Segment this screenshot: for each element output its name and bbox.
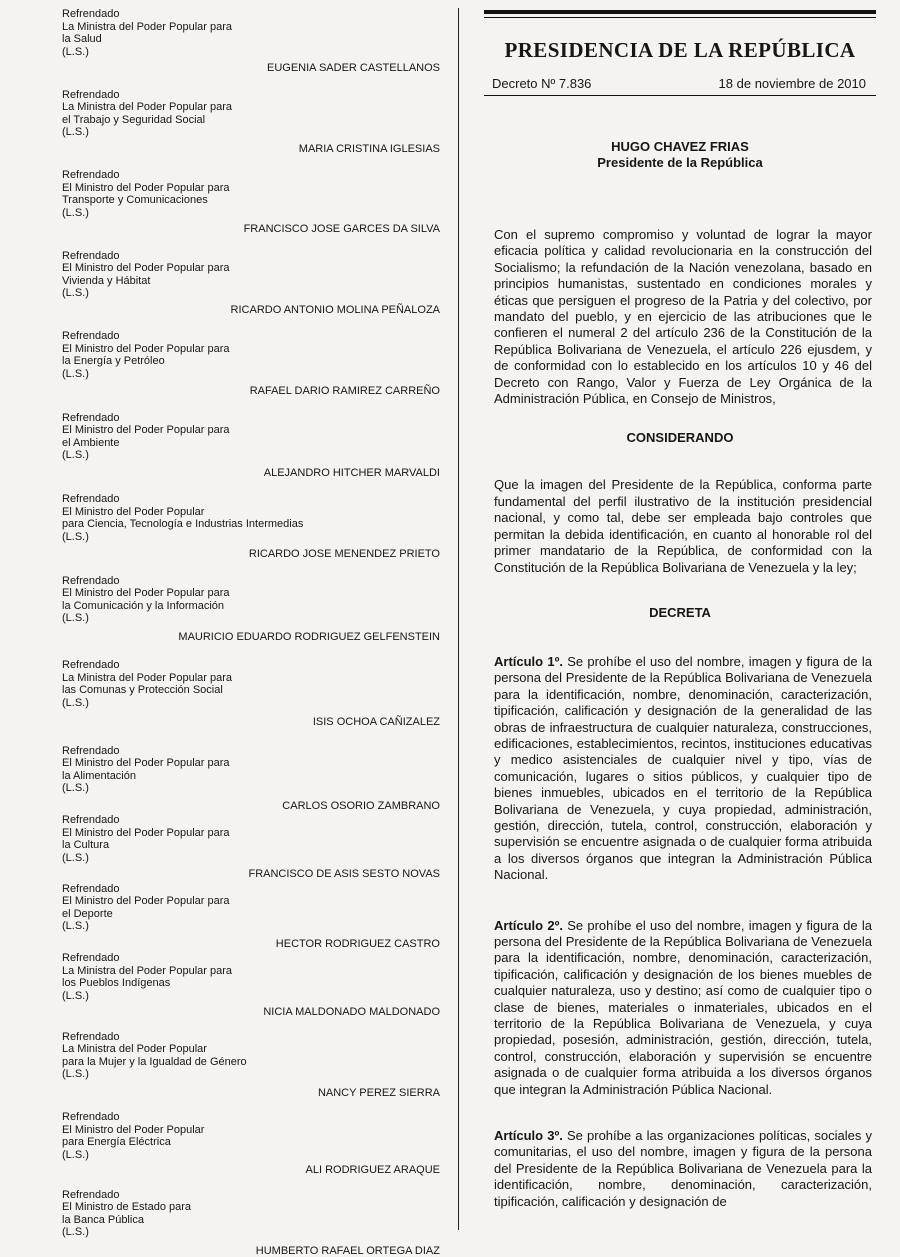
- article-1: [494, 654, 872, 884]
- signatory-name: HUMBERTO RAFAEL ORTEGA DIAZ: [62, 1245, 440, 1257]
- ministry-line: el Trabajo y Seguridad Social: [62, 114, 440, 127]
- signatory-name: RICARDO ANTONIO MOLINA PEÑALOZA: [62, 304, 440, 317]
- countersignature-entry: [62, 1189, 440, 1257]
- seal-label: (L.S.): [62, 612, 440, 625]
- refrendado-label: Refrendado: [62, 883, 440, 896]
- countersignature-lines: [62, 89, 440, 139]
- countersignature-entry: [62, 330, 440, 398]
- countersignature-lines: [62, 1031, 440, 1081]
- refrendado-label: Refrendado: [62, 169, 440, 182]
- refrendado-label: Refrendado: [62, 1111, 440, 1124]
- countersignature-entry: [62, 412, 440, 480]
- refrendado-label: Refrendado: [62, 412, 440, 425]
- decree-date: 18 de noviembre de 2010: [719, 76, 866, 91]
- ministry-line: El Ministro del Poder Popular para: [62, 757, 440, 770]
- signatory-name: NANCY PEREZ SIERRA: [62, 1087, 440, 1100]
- president-title: Presidente de la República: [484, 155, 876, 171]
- countersignature-lines: [62, 169, 440, 219]
- ministry-line: la Comunicación y la Información: [62, 600, 440, 613]
- decreta-heading: DECRETA: [484, 605, 876, 620]
- masthead-rule-top: [484, 10, 876, 14]
- countersignature-lines: [62, 493, 440, 543]
- countersignature-lines: [62, 745, 440, 795]
- countersignature-entry: [62, 659, 440, 729]
- ministry-line: El Ministro del Poder Popular para: [62, 827, 440, 840]
- countersignature-entry: [62, 1031, 440, 1100]
- decree-number: Decreto Nº 7.836: [492, 76, 591, 91]
- ministry-line: el Deporte: [62, 908, 440, 921]
- president-name: HUGO CHAVEZ FRIAS: [484, 139, 876, 155]
- signatory-name: FRANCISCO JOSE GARCES DA SILVA: [62, 223, 440, 236]
- ministry-line: El Ministro de Estado para: [62, 1201, 440, 1214]
- countersignature-lines: [62, 1189, 440, 1239]
- seal-label: (L.S.): [62, 990, 440, 1003]
- article-3-label: Artículo 3º.: [494, 1128, 563, 1143]
- column-divider: [458, 8, 459, 1230]
- countersignature-lines: [62, 8, 440, 58]
- refrendado-label: Refrendado: [62, 330, 440, 343]
- refrendado-label: Refrendado: [62, 493, 440, 506]
- countersignature-entry: [62, 493, 440, 561]
- signatory-name: ALEJANDRO HITCHER MARVALDI: [62, 467, 440, 480]
- countersignature-list: [62, 8, 440, 1257]
- refrendado-label: Refrendado: [62, 89, 440, 102]
- refrendado-label: Refrendado: [62, 8, 440, 21]
- masthead-title: PRESIDENCIA DE LA REPÚBLICA: [484, 38, 876, 63]
- ministry-line: la Energía y Petróleo: [62, 355, 440, 368]
- ministry-line: La Ministra del Poder Popular para: [62, 965, 440, 978]
- seal-label: (L.S.): [62, 207, 440, 220]
- seal-label: (L.S.): [62, 1226, 440, 1239]
- seal-label: (L.S.): [62, 449, 440, 462]
- refrendado-label: Refrendado: [62, 659, 440, 672]
- refrendado-label: Refrendado: [62, 814, 440, 827]
- ministry-line: El Ministro del Poder Popular para: [62, 262, 440, 275]
- seal-label: (L.S.): [62, 531, 440, 544]
- countersignature-entry: [62, 883, 440, 951]
- seal-label: (L.S.): [62, 697, 440, 710]
- article-1-label: Artículo 1º.: [494, 654, 563, 669]
- ministry-line: La Ministra del Poder Popular: [62, 1043, 440, 1056]
- signatory-name: MAURICIO EDUARDO RODRIGUEZ GELFENSTEIN: [62, 631, 440, 644]
- signatory-name: HECTOR RODRIGUEZ CASTRO: [62, 938, 440, 951]
- article-2-text: Se prohíbe el uso del nombre, imagen y figura de la persona del Presidente de la República Bolivariana de Venezuela para la identificación, nombre, denominación, caracterización, tipificación, calificación y designación de los bienes muebles de cualquier naturaleza, uso y destino; así como de cualquier tipo o clase de bienes, materiales o inmateriales, ubicados en el territorio de la República Bolivariana de Venezuela, y cuya propiedad, posesión, administración, gestión, dirección, tutela, control, construcción, elaboración y supervisión se encuentre asignada o de cualquier forma atribuida a los diversos órganos que integran la Administración Pública Nacional.: [494, 918, 872, 1097]
- seal-label: (L.S.): [62, 782, 440, 795]
- refrendado-label: Refrendado: [62, 1189, 440, 1202]
- countersignature-entry: [62, 814, 440, 881]
- signatory-name: RICARDO JOSE MENENDEZ PRIETO: [62, 548, 440, 561]
- countersignature-entry: [62, 575, 440, 644]
- ministry-line: Vivienda y Hábitat: [62, 275, 440, 288]
- article-2: [494, 918, 872, 1098]
- countersignature-entry: [62, 745, 440, 813]
- ministry-line: El Ministro del Poder Popular para: [62, 424, 440, 437]
- considerando-paragraph: Que la imagen del Presidente de la República, conforma parte fundamental del perfil ilustrativo de la institución presidencial nacional, y como tal, debe ser empleada bajo controles que permitan la debida identificación, en cuanto al honorable rol del primer mandatario de la República, de conformidad con la Constitución de la República Bolivariana de Venezuela y la ley;: [494, 477, 872, 575]
- countersignature-entry: [62, 952, 440, 1019]
- countersignature-lines: [62, 883, 440, 933]
- ministry-line: la Banca Pública: [62, 1214, 440, 1227]
- ministry-line: El Ministro del Poder Popular: [62, 1124, 440, 1137]
- decree-header: [484, 76, 876, 91]
- refrendado-label: Refrendado: [62, 250, 440, 263]
- ministry-line: la Alimentación: [62, 770, 440, 783]
- ministry-line: para Energía Eléctrica: [62, 1136, 440, 1149]
- ministry-line: para Ciencia, Tecnología e Industrias Intermedias: [62, 518, 440, 531]
- masthead-rule-thin: [484, 17, 876, 18]
- decree-column: [484, 10, 876, 1210]
- seal-label: (L.S.): [62, 920, 440, 933]
- seal-label: (L.S.): [62, 1068, 440, 1081]
- ministry-line: La Ministra del Poder Popular para: [62, 672, 440, 685]
- signatory-name: FRANCISCO DE ASIS SESTO NOVAS: [62, 868, 440, 881]
- signatory-name: ALI RODRIGUEZ ARAQUE: [62, 1164, 440, 1177]
- signatory-name: ISIS OCHOA CAÑIZALEZ: [62, 716, 440, 729]
- refrendado-label: Refrendado: [62, 1031, 440, 1044]
- seal-label: (L.S.): [62, 368, 440, 381]
- countersignature-lines: [62, 814, 440, 864]
- ministry-line: las Comunas y Protección Social: [62, 684, 440, 697]
- seal-label: (L.S.): [62, 126, 440, 139]
- ministry-line: para la Mujer y la Igualdad de Género: [62, 1056, 440, 1069]
- refrendado-label: Refrendado: [62, 745, 440, 758]
- ministry-line: El Ministro del Poder Popular para: [62, 895, 440, 908]
- ministry-line: la Cultura: [62, 839, 440, 852]
- signatory-name: MARIA CRISTINA IGLESIAS: [62, 143, 440, 156]
- ministry-line: El Ministro del Poder Popular para: [62, 587, 440, 600]
- seal-label: (L.S.): [62, 852, 440, 865]
- countersignature-entry: [62, 89, 440, 156]
- ministry-line: la Salud: [62, 33, 440, 46]
- ministry-line: El Ministro del Poder Popular para: [62, 343, 440, 356]
- countersignature-lines: [62, 1111, 440, 1161]
- seal-label: (L.S.): [62, 287, 440, 300]
- countersignature-entry: [62, 250, 440, 317]
- countersignature-entry: [62, 169, 440, 236]
- countersignature-entry: [62, 8, 440, 75]
- signatory-name: CARLOS OSORIO ZAMBRANO: [62, 800, 440, 813]
- ministry-line: La Ministra del Poder Popular para: [62, 101, 440, 114]
- president-block: [484, 139, 876, 171]
- countersignature-lines: [62, 330, 440, 380]
- signatory-name: EUGENIA SADER CASTELLANOS: [62, 62, 440, 75]
- header-rule: [484, 95, 876, 96]
- seal-label: (L.S.): [62, 1149, 440, 1162]
- countersignature-entry: [62, 1111, 440, 1177]
- countersignature-lines: [62, 575, 440, 625]
- ministry-line: el Ambiente: [62, 437, 440, 450]
- article-2-label: Artículo 2º.: [494, 918, 563, 933]
- article-3-text: Se prohíbe a las organizaciones políticas, sociales y comunitarias, el uso del nombre, imagen y figura de la persona del Presidente de la República Bolivariana de Venezuela para la identificación, nombre, denominación, caracterización, tipificación, calificación y designación de: [494, 1128, 872, 1209]
- ministry-line: La Ministra del Poder Popular para: [62, 21, 440, 34]
- countersignature-lines: [62, 412, 440, 462]
- countersignature-lines: [62, 250, 440, 300]
- considerando-heading: CONSIDERANDO: [484, 430, 876, 445]
- seal-label: (L.S.): [62, 46, 440, 59]
- refrendado-label: Refrendado: [62, 575, 440, 588]
- article-1-text: Se prohíbe el uso del nombre, imagen y figura de la persona del Presidente de la República Bolivariana de Venezuela para la identificación, nombre, denominación, caracterización, tipificación, calificación y designación de la generalidad de las obras de infraestructura de cualquier naturaleza, construcciones, edificaciones, establecimientos, recintos, instituciones educativas y medico asistenciales de cualquier nivel y tipo, vías de comunicación, lugares o sitios públicos, y cualquier tipo de bienes inmuebles, ubicados en el territorio de la República Bolivariana de Venezuela, y cuya propiedad, administración, gestión, dirección, tutela, control, construcción, elaboración y supervisión se encuentre asignada o de cualquier forma atribuida a los diversos órganos que integran la Administración Pública Nacional.: [494, 654, 872, 882]
- countersignature-lines: [62, 952, 440, 1002]
- ministry-line: El Ministro del Poder Popular: [62, 506, 440, 519]
- refrendado-label: Refrendado: [62, 952, 440, 965]
- signatory-name: NICIA MALDONADO MALDONADO: [62, 1006, 440, 1019]
- article-3: [494, 1128, 872, 1210]
- countersignature-lines: [62, 659, 440, 709]
- preamble-paragraph: Con el supremo compromiso y voluntad de lograr la mayor eficacia política y calidad revolucionaria en la construcción del Socialismo; la refundación de la Nación venezolana, basado en principios humanistas, sustentado en condiciones morales y éticas que persiguen el progreso de la Patria y del colectivo, por mandato del pueblo, y en ejercicio de las atribuciones que le confieren el numeral 2 del artículo 236 de la Constitución de la República Bolivariana de Venezuela, el artículo 226 ejusdem, y de conformidad con lo establecido en los artículos 10 y 46 del Decreto con Rango, Valor y Fuerza de Ley Orgánica de la Administración Pública, en Consejo de Ministros,: [494, 227, 872, 407]
- ministry-line: Transporte y Comunicaciones: [62, 194, 440, 207]
- ministry-line: El Ministro del Poder Popular para: [62, 182, 440, 195]
- signatory-name: RAFAEL DARIO RAMIREZ CARREÑO: [62, 385, 440, 398]
- ministry-line: los Pueblos Indígenas: [62, 977, 440, 990]
